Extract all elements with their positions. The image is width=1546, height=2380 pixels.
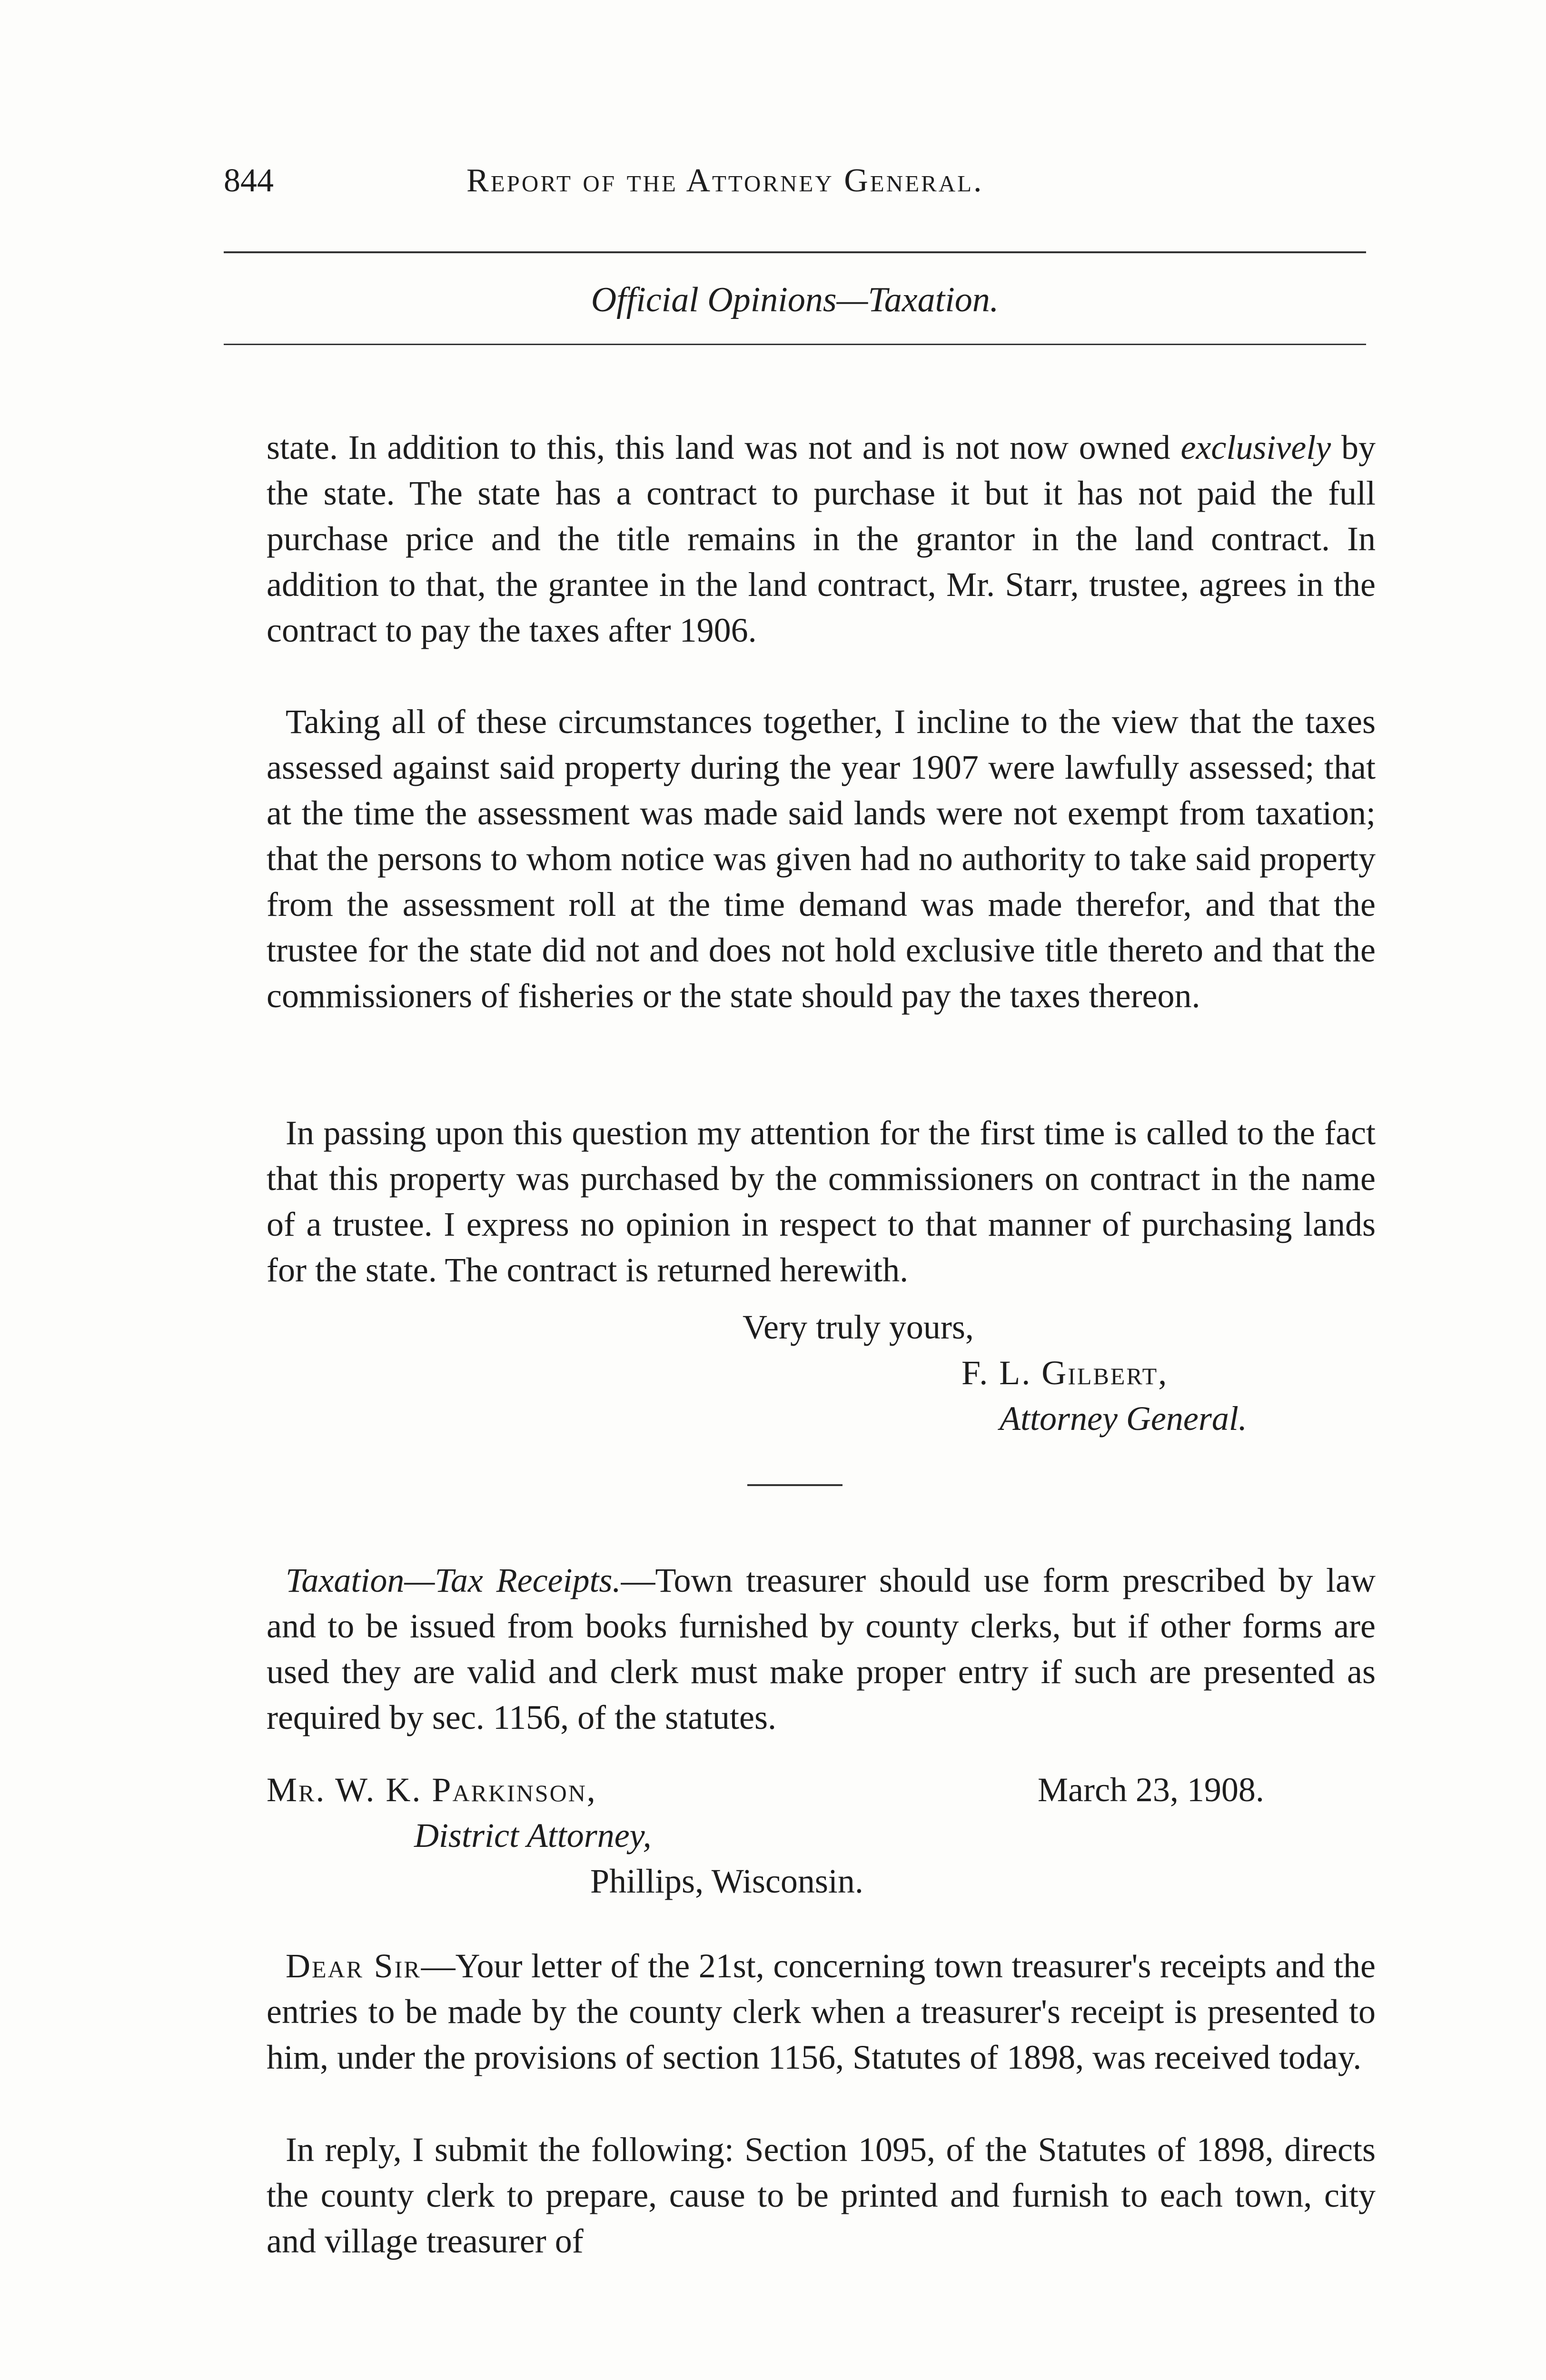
letter-paragraph-2: In reply, I submit the following: Section 1095, of the Statutes of 1898, directs the county clerk to prepare, cause to be printed and furnish to each town, city and village treasurer of (267, 2131, 1376, 2260)
paragraph-text: —Your letter of the 21st, concerning town treasurer's receipts and the entries to be made by the county clerk when a treasurer's receipt is presented to him, under the provisions of section 1156, Statutes of 1898, was received today. (267, 1947, 1376, 2076)
addressee-name: Mr. W. K. Parkinson, (267, 1771, 597, 1809)
closing-valediction: Very truly yours, (743, 1308, 974, 1346)
opinion-paragraph-1 (267, 425, 1376, 653)
header-rule (224, 251, 1366, 253)
paragraph-text: by the state. The state has a contract to purchase it but it has not paid the full purchase price and the title remains in the grantor in the land contract. In addition to that, the grantee in the land contract, Mr. Starr, trustee, agrees in the contract to pay the taxes after 1906. (267, 428, 1376, 649)
signature-name: F. L. Gilbert, (961, 1354, 1169, 1392)
opinion-paragraph-2: Taking all of these circumstances together, I incline to the view that the taxes assessed against said property during the year 1907 were lawfully assessed; that at the time the assessment was made said lands were not exempt from taxation; that the persons to whom notice was given had no authority to take said property from the assessment roll at the time demand was made therefor, and that the trustee for the state did not and does not hold exclusive title thereto and that the commissioners of fisheries or the state should pay the taxes thereon. (267, 703, 1376, 1015)
headnote (267, 1557, 1376, 1740)
salutation: Dear Sir (286, 1947, 421, 1985)
addressee-place: Phillips, Wisconsin. (590, 1862, 863, 1900)
separator-rule (747, 1484, 842, 1486)
running-title: Report of the Attorney General. (466, 162, 984, 199)
section-rule (224, 344, 1366, 345)
page-number: 844 (224, 162, 274, 199)
signature-title: Attorney General. (1000, 1399, 1247, 1438)
headnote-lead: Taxation—Tax Receipts. (286, 1561, 621, 1599)
paragraph-text: state. In addition to this, this land was not and is not now owned (267, 428, 1181, 466)
headnote-body: —Town treasurer should use form prescribed by law and to be issued from books furnished by county clerks, but if other forms are used they are valid and clerk must make proper entry if such are presented as required by sec. 1156, of the statutes. (267, 1561, 1376, 1736)
emphasized-word: exclusively (1180, 428, 1331, 466)
letter-date: March 23, 1908. (1038, 1771, 1264, 1809)
opinion-paragraph-3: In passing upon this question my attention for the first time is called to the fact that this property was purchased by the commissioners on contract in the name of a trustee. I express no opinion in respect to that manner of purchasing lands for the state. The contract is returned herewith. (267, 1114, 1376, 1289)
letter-paragraph-1 (267, 1943, 1376, 2080)
running-head (224, 157, 1376, 205)
addressee-office: District Attorney, (414, 1816, 652, 1854)
section-heading: Official Opinions—Taxation. (591, 280, 999, 319)
